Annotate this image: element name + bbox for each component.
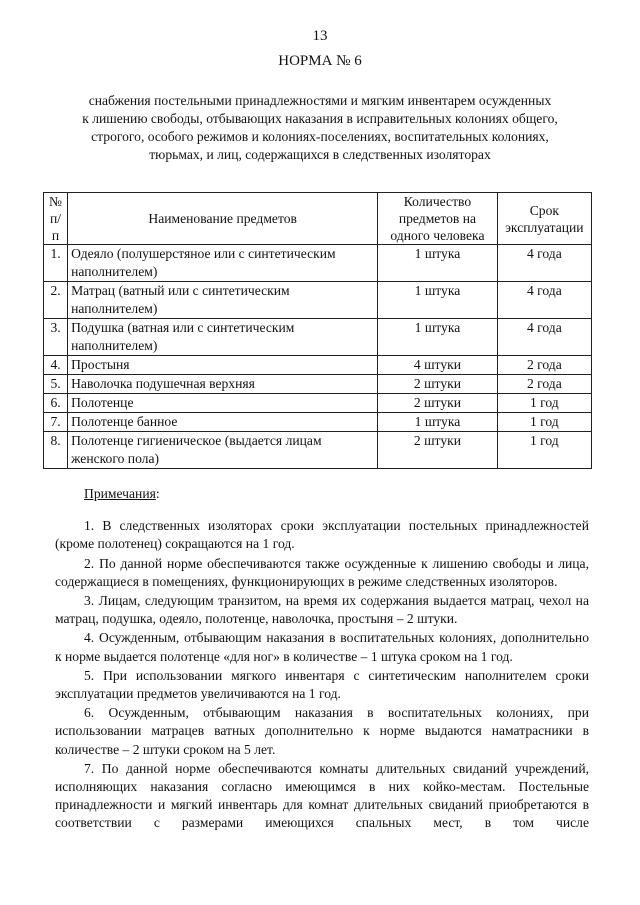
table-header-row: [44, 193, 592, 245]
note-item: 1. В следственных изоляторах сроки эксплуатации постельных принадлежностей (кроме полотенец) сокращаются на 1 год.: [55, 518, 589, 552]
header-term: Срок эксплуатации: [497, 193, 591, 245]
page-number: 13: [312, 28, 328, 44]
cell-name: Матрац (ватный или с синтетическим наполнителем): [68, 282, 378, 319]
table-row: [44, 282, 592, 319]
cell-name: Одеяло (полушерстяное или с синтетическим наполнителем): [68, 245, 378, 282]
cell-term: 1 год: [497, 432, 591, 469]
cell-qty: 1 штука: [378, 282, 497, 319]
table-row: [44, 394, 592, 413]
cell-qty: 2 штуки: [378, 375, 497, 394]
note-item: 2. По данной норме обеспечиваются также осужденные к лишению свободы и лица, содержащиеся в помещениях, функционирующих в режиме следственных изоляторов.: [55, 555, 589, 589]
cell-qty: 1 штука: [378, 319, 497, 356]
cell-num: 3.: [44, 319, 68, 356]
cell-num: 7.: [44, 413, 68, 432]
table-row: [44, 356, 592, 375]
cell-num: 5.: [44, 375, 68, 394]
cell-term: 1 год: [497, 394, 591, 413]
header-name: Наименование предметов: [68, 193, 378, 245]
cell-num: 4.: [44, 356, 68, 375]
table-row: [44, 432, 592, 469]
subtitle-line: тюрьмах, и лиц, содержащихся в следственных изоляторах: [149, 147, 491, 162]
notes-heading-colon: :: [155, 486, 160, 501]
note-item: 7. По данной норме обеспечиваются комнаты длительных свиданий учреждений, исполняющих наказания согласно имеющимся в них койко-местам. Постельные принадлежности и мягкий инвентарь для комнат длительных свиданий приобретаются в соответствии с размерами имеющихся спальных мест, в том числе: [55, 760, 589, 831]
header-num: № п/п: [44, 193, 68, 245]
cell-name: Полотенце банное: [68, 413, 378, 432]
cell-num: 8.: [44, 432, 68, 469]
table-row: [44, 245, 592, 282]
header-qty: Количество предметов на одного человека: [378, 193, 497, 245]
cell-name: Полотенце гигиеническое (выдается лицам женского пола): [68, 432, 378, 469]
cell-term: 2 года: [497, 356, 591, 375]
cell-term: 4 года: [497, 319, 591, 356]
note-item: 4. Осужденным, отбывающим наказания в воспитательных колониях, дополнительно к норме выдается полотенце «для ног» в количестве – 1 штука сроком на 1 год.: [55, 630, 589, 664]
subtitle-line: строгого, особого режимов и колониях-поселениях, воспитательных колониях,: [91, 129, 549, 144]
document-subtitle: [50, 92, 590, 164]
cell-num: 1.: [44, 245, 68, 282]
notes-heading-text: Примечания: [84, 486, 156, 501]
cell-qty: 4 штуки: [378, 356, 497, 375]
subtitle-line: снабжения постельными принадлежностями и мягким инвентарем осужденных: [88, 93, 552, 108]
table-row: [44, 375, 592, 394]
cell-qty: 1 штука: [378, 413, 497, 432]
cell-name: Простыня: [68, 356, 378, 375]
cell-qty: 2 штуки: [378, 432, 497, 469]
cell-name: Полотенце: [68, 394, 378, 413]
cell-qty: 2 штуки: [378, 394, 497, 413]
cell-term: 4 года: [497, 245, 591, 282]
table-row: [44, 413, 592, 432]
notes-section: [55, 485, 589, 834]
note-item: 6. Осужденным, отбывающим наказания в воспитательных колониях, при использовании матрацев ватных дополнительно к норме выдаются наматрасники в количестве – 2 штуки сроком на 5 лет.: [55, 705, 589, 757]
notes-heading: [84, 485, 589, 503]
document-title: НОРМА № 6: [278, 53, 362, 69]
norm-table: [43, 192, 592, 469]
cell-name: Подушка (ватная или с синтетическим наполнителем): [68, 319, 378, 356]
subtitle-line: к лишению свободы, отбывающих наказания в исправительных колониях общего,: [82, 111, 558, 126]
cell-qty: 1 штука: [378, 245, 497, 282]
cell-term: 4 года: [497, 282, 591, 319]
cell-num: 2.: [44, 282, 68, 319]
cell-name: Наволочка подушечная верхняя: [68, 375, 378, 394]
note-item: 5. При использовании мягкого инвентаря с синтетическим наполнителем сроки эксплуатации предметов увеличиваются на 1 год.: [55, 667, 589, 702]
cell-term: 1 год: [497, 413, 591, 432]
cell-term: 2 года: [497, 375, 591, 394]
cell-num: 6.: [44, 394, 68, 413]
table-row: [44, 319, 592, 356]
note-item: 3. Лицам, следующим транзитом, на время их содержания выдается матрац, чехол на матрац, подушка, одеяло, полотенце, наволочка, простыня – 2 штуки.: [55, 593, 589, 627]
